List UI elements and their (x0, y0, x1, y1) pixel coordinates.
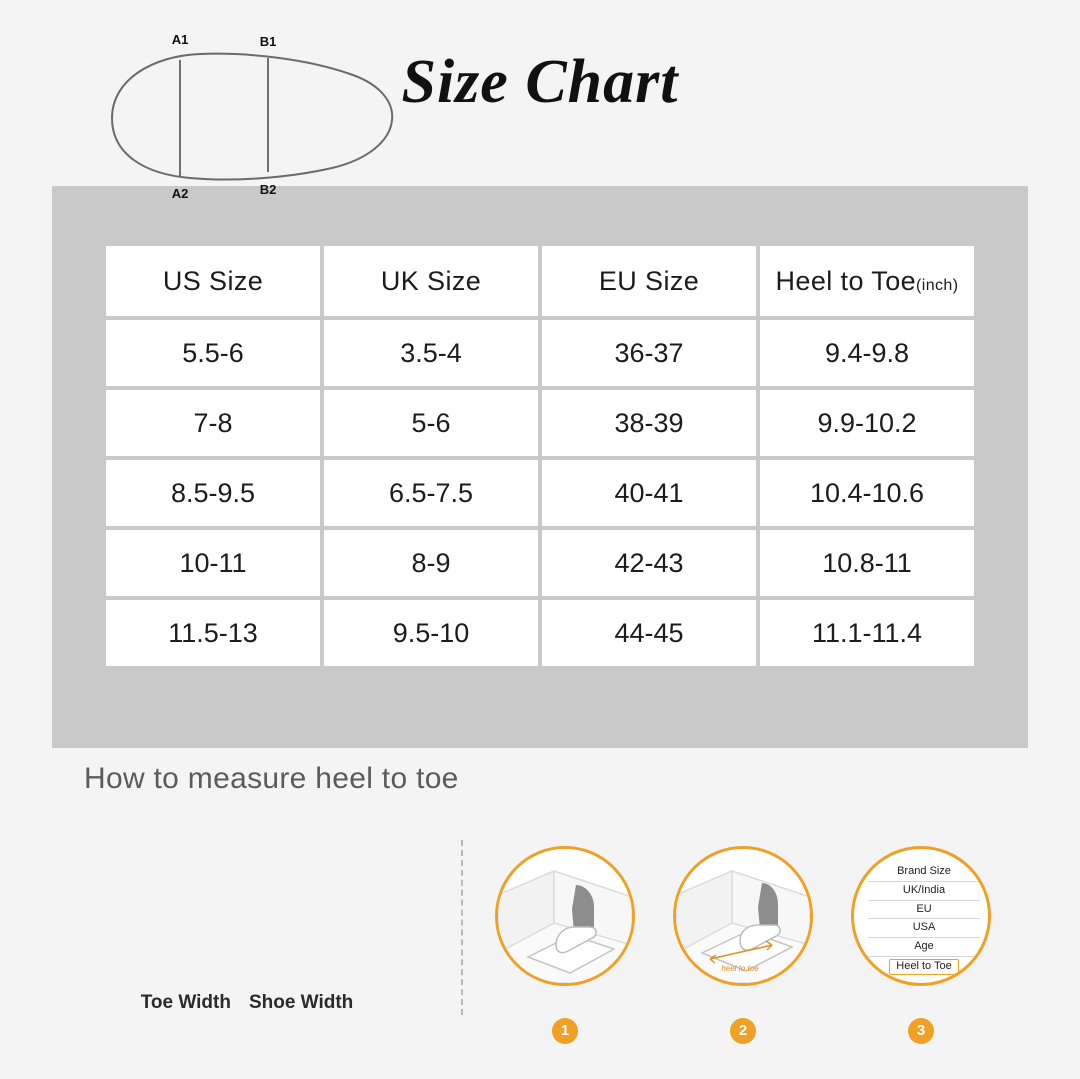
cell-eu-size: 36-37 (542, 320, 756, 386)
cell-eu-size: 44-45 (542, 600, 756, 666)
toe-width-label: Toe Width (140, 992, 231, 1013)
cell-eu-size: 38-39 (542, 390, 756, 456)
cell-heel-to-toe: 9.9-10.2 (760, 390, 974, 456)
brand-size-list (868, 863, 980, 977)
cell-uk-size: 6.5-7.5 (324, 460, 538, 526)
table-row (106, 460, 974, 526)
step-3-badge: 3 (908, 1018, 934, 1044)
foot-on-paper-icon (498, 849, 632, 983)
table-row (106, 530, 974, 596)
sole-caption (82, 992, 412, 1014)
cell-us-size: 8.5-9.5 (106, 460, 320, 526)
step-1-badge: 1 (552, 1018, 578, 1044)
brand-list-item-brand-size: Brand Size (868, 863, 980, 882)
svg-text:heel to toe: heel to toe (721, 964, 759, 973)
step-2-illustration (673, 846, 813, 986)
column-header-uk-size (324, 246, 538, 316)
size-table (102, 242, 978, 670)
brand-list-item-uk-india: UK/India (868, 882, 980, 901)
cell-uk-size: 5-6 (324, 390, 538, 456)
page-title: Size Chart (401, 48, 679, 116)
column-header-label: Heel to Toe (775, 265, 917, 296)
cell-eu-size: 40-41 (542, 460, 756, 526)
section-divider (461, 840, 463, 1015)
column-header-heel-to-toe (760, 246, 974, 316)
cell-uk-size: 9.5-10 (324, 600, 538, 666)
svg-text:B2: B2 (259, 182, 277, 197)
cell-us-size: 10-11 (106, 530, 320, 596)
table-row (106, 600, 974, 666)
cell-heel-to-toe: 10.4-10.6 (760, 460, 974, 526)
table-row (106, 390, 974, 456)
svg-text:A1: A1 (171, 32, 189, 47)
brand-list-item-eu: EU (868, 901, 980, 920)
shoe-width-label: Shoe Width (248, 992, 354, 1013)
sole-outline-icon (82, 20, 412, 220)
column-header-us-size (106, 246, 320, 316)
size-table-container (52, 186, 1028, 748)
step-1-illustration (495, 846, 635, 986)
cell-us-size: 5.5-6 (106, 320, 320, 386)
cell-us-size: 7-8 (106, 390, 320, 456)
brand-list-item-age: Age (868, 938, 980, 957)
brand-list-item-usa: USA (868, 919, 980, 938)
cell-uk-size: 8-9 (324, 530, 538, 596)
column-header-eu-size (542, 246, 756, 316)
step-2-badge: 2 (730, 1018, 756, 1044)
column-header-label: UK Size (380, 265, 482, 296)
cell-heel-to-toe: 10.8-11 (760, 530, 974, 596)
sole-diagram (82, 20, 412, 220)
cell-eu-size: 42-43 (542, 530, 756, 596)
cell-heel-to-toe: 11.1-11.4 (760, 600, 974, 666)
svg-text:B1: B1 (259, 34, 277, 49)
column-header-label: EU Size (598, 265, 700, 296)
column-header-label: US Size (162, 265, 264, 296)
how-to-measure-heading: How to measure heel to toe (84, 762, 459, 795)
cell-us-size: 11.5-13 (106, 600, 320, 666)
svg-text:A2: A2 (171, 186, 189, 201)
table-row (106, 320, 974, 386)
column-header-unit: (inch) (916, 276, 959, 294)
brand-list-item-heel-to-toe-row (868, 957, 980, 977)
step-3-illustration (851, 846, 991, 986)
table-header-row (106, 246, 974, 316)
brand-list-item-heel-to-toe: Heel to Toe (889, 959, 958, 975)
cell-heel-to-toe: 9.4-9.8 (760, 320, 974, 386)
measure-heel-to-toe-icon (676, 849, 810, 983)
cell-uk-size: 3.5-4 (324, 320, 538, 386)
